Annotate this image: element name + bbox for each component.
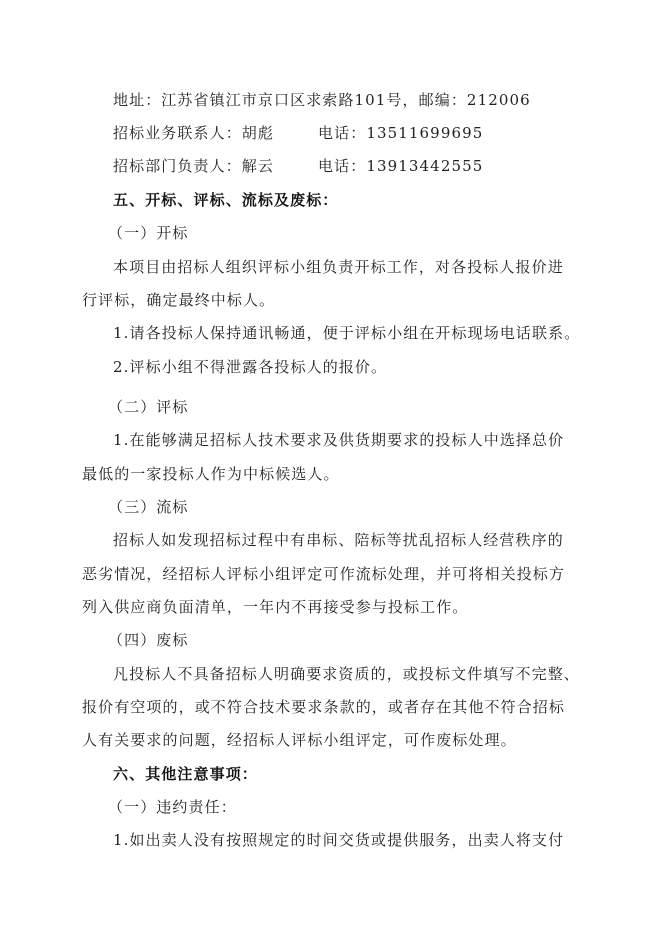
paragraph-line: 列入供应商负面清单，一年内不再接受参与投标工作。 — [82, 598, 469, 616]
paragraph-line: 人有关要求的问题，经招标人评标小组评定，可作废标处理。 — [82, 731, 517, 749]
failed-bid-title: （三）流标 — [108, 498, 189, 516]
paragraph-line: 行评标，确定最终中标人。 — [82, 291, 276, 309]
invalid-bid-title: （四）废标 — [108, 631, 189, 649]
section-6-heading: 六、其他注意事项： — [113, 765, 258, 783]
list-item: 最低的一家投标人作为中标候选人。 — [82, 465, 340, 483]
list-item: 1.如出卖人没有按照规定的时间交货或提供服务，出卖人将支付 — [113, 831, 565, 849]
dept-head-line — [113, 156, 483, 176]
opening-title: （一）开标 — [108, 224, 189, 242]
breach-title: （一）违约责任： — [108, 798, 237, 816]
list-item: 1.请各投标人保持通讯畅通，便于评标小组在开标现场电话联系。 — [113, 324, 581, 342]
paragraph-line: 招标人如发现招标过程中有串标、陪标等扰乱招标人经营秩序的 — [113, 531, 564, 549]
address-line: 地址：江苏省镇江市京口区求索路101号，邮编：212006 — [113, 91, 531, 109]
dept-head-name: 招标部门负责人：解云 — [113, 157, 275, 175]
evaluation-title: （二）评标 — [108, 398, 189, 416]
paragraph-line: 本项目由招标人组织评标小组负责开标工作，对各投标人报价进 — [113, 258, 564, 276]
dept-head-phone: 电话：13913442555 — [318, 157, 484, 175]
section-5-heading: 五、开标、评标、流标及废标： — [113, 191, 339, 209]
list-item: 2.评标小组不得泄露各投标人的报价。 — [113, 358, 388, 376]
paragraph-line: 报价有空项的，或不符合技术要求条款的，或者存在其他不符合招标 — [82, 698, 566, 716]
list-item: 1.在能够满足招标人技术要求及供货期要求的投标人中选择总价 — [113, 431, 565, 449]
business-contact-phone: 电话：13511699695 — [318, 124, 484, 142]
business-contact-name: 招标业务联系人：胡彪 — [113, 124, 275, 142]
business-contact-line — [113, 123, 483, 143]
paragraph-line: 恶劣情况，经招标人评标小组评定可作流标处理，并可将相关投标方 — [82, 565, 566, 583]
paragraph-line: 凡投标人不具备招标人明确要求资质的，或投标文件填写不完整、 — [113, 665, 580, 683]
